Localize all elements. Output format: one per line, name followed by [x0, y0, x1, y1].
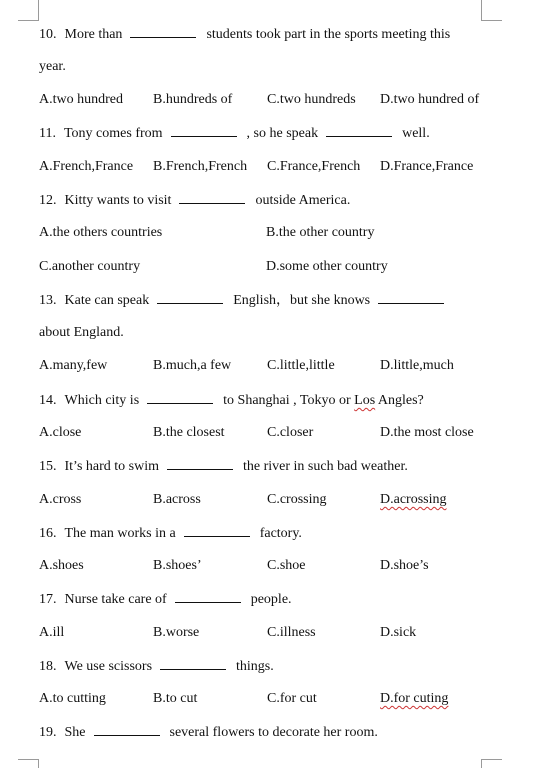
option-b: B.much,a few [153, 358, 232, 373]
option-c: C.closer [267, 425, 314, 440]
answer-blank [171, 124, 237, 137]
question-text: More than [64, 27, 123, 42]
question-13-continuation [39, 324, 500, 342]
answer-blank [147, 391, 213, 404]
question-19 [39, 723, 500, 742]
question-text: to Shanghai , Tokyo or [223, 393, 355, 408]
option-a: A.cross [39, 492, 82, 507]
answer-blank [160, 657, 226, 670]
margin-corner-top-left [18, 0, 39, 21]
option-a: A.French,France [39, 159, 134, 174]
question-text: We use scissors [64, 659, 153, 674]
option-c: C.shoe [267, 558, 306, 573]
question-17 [39, 590, 500, 609]
option-d: D.two hundred of [380, 92, 480, 107]
question-text: year. [39, 59, 66, 74]
option-c: C.for cut [267, 691, 317, 706]
question-12 [39, 191, 500, 210]
option-b: B.shoes’ [153, 558, 202, 573]
question-number: 14. [39, 393, 57, 408]
question-18-options [39, 690, 500, 708]
question-16 [39, 524, 500, 543]
option-c: C.two hundreds [267, 92, 356, 107]
question-text: Nurse take care of [64, 592, 167, 607]
option-d: D.France,France [380, 159, 474, 174]
option-a: A.ill [39, 625, 65, 640]
answer-blank [326, 124, 392, 137]
question-13 [39, 291, 500, 310]
question-text: Kate can speak [64, 293, 150, 308]
question-text: Which city is [64, 393, 140, 408]
option-b: B.French,French [153, 159, 248, 174]
question-18 [39, 657, 500, 676]
margin-corner-bottom-left [18, 759, 39, 768]
question-text: about England. [39, 325, 124, 340]
question-14 [39, 391, 500, 410]
answer-blank [167, 457, 233, 470]
option-a: A.many,few [39, 358, 108, 373]
option-b: B.the closest [153, 425, 225, 440]
question-number: 11. [39, 126, 56, 141]
question-number: 10. [39, 27, 57, 42]
question-text: students took part in the sports meeting this [206, 27, 451, 42]
answer-blank [184, 524, 250, 537]
question-text: , so he speak [246, 126, 319, 141]
question-text: people. [250, 592, 292, 607]
question-13-options [39, 357, 500, 375]
question-11 [39, 124, 500, 143]
option-c: C.another country [39, 259, 141, 274]
question-number: 12. [39, 193, 57, 208]
question-text: outside America. [255, 193, 351, 208]
option-a: A.shoes [39, 558, 84, 573]
margin-corner-top-right [481, 0, 502, 21]
question-number: 17. [39, 592, 57, 607]
option-d: D.sick [380, 625, 417, 640]
answer-blank [175, 590, 241, 603]
question-17-options [39, 624, 500, 642]
question-10 [39, 25, 500, 44]
question-number: 13. [39, 293, 57, 308]
question-text: the river in such bad weather. [243, 459, 408, 474]
option-d: D.shoe’s [380, 558, 429, 573]
margin-corner-bottom-right [481, 759, 502, 768]
option-d: D.some other country [266, 259, 388, 274]
question-text: The man works in a [64, 526, 176, 541]
question-text: factory. [259, 526, 302, 541]
question-text: It’s hard to swim [64, 459, 159, 474]
option-b: B.worse [153, 625, 200, 640]
option-b: B.to cut [153, 691, 198, 706]
option-d: D.the most close [380, 425, 474, 440]
answer-blank [378, 291, 444, 304]
option-b: B.hundreds of [153, 92, 233, 107]
answer-blank [130, 25, 196, 38]
option-c: C.illness [267, 625, 316, 640]
answer-blank [94, 723, 160, 736]
question-15-options [39, 491, 500, 509]
question-15 [39, 457, 500, 476]
question-number: 19. [39, 725, 57, 740]
option-c: C.France,French [267, 159, 361, 174]
option-a: A.the others countries [39, 225, 163, 240]
option-d: D.for cuting [380, 691, 449, 706]
question-14-options [39, 424, 500, 442]
question-text: English，but she knows [233, 293, 371, 308]
option-a: A.two hundred [39, 92, 123, 107]
option-b: B.the other country [266, 225, 375, 240]
option-d: D.acrossing [380, 492, 447, 507]
option-c: C.little,little [267, 358, 335, 373]
question-text: She [64, 725, 86, 740]
answer-blank [179, 191, 245, 204]
question-number: 16. [39, 526, 57, 541]
question-12-options-row-2 [39, 258, 500, 276]
question-number: 15. [39, 459, 57, 474]
question-text: Tony comes from [63, 126, 163, 141]
option-b: B.across [153, 492, 201, 507]
question-text: well. [402, 126, 430, 141]
option-a: A.close [39, 425, 82, 440]
question-10-options [39, 91, 500, 109]
question-10-continuation [39, 58, 500, 76]
spellcheck-word: Los [354, 393, 376, 408]
question-text: several flowers to decorate her room. [169, 725, 378, 740]
option-d: D.little,much [380, 358, 454, 373]
question-16-options [39, 557, 500, 575]
question-text: Kitty wants to visit [64, 193, 172, 208]
question-text: things. [236, 659, 274, 674]
question-number: 18. [39, 659, 57, 674]
answer-blank [157, 291, 223, 304]
question-text: Angles? [375, 393, 424, 408]
option-c: C.crossing [267, 492, 327, 507]
option-a: A.to cutting [39, 691, 106, 706]
question-12-options-row-1 [39, 224, 500, 242]
question-11-options [39, 158, 500, 176]
